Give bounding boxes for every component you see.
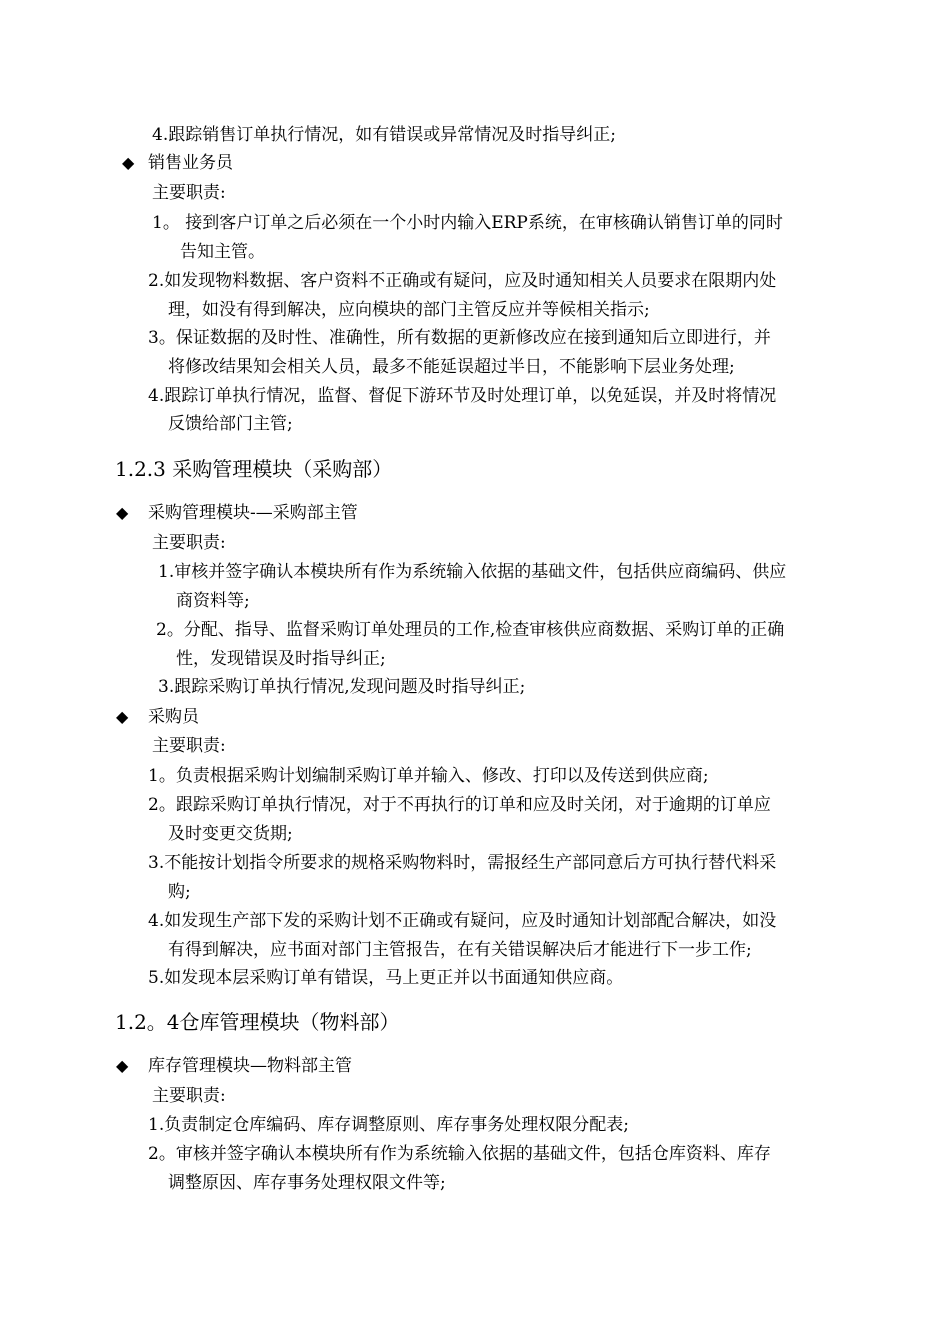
- purchasing-manager-title: 采购管理模块-—采购部主管: [148, 503, 358, 523]
- purchasing-manager-duty-3-line-1: 3.跟踪采购订单执行情况,发现问题及时指导纠正;: [158, 677, 526, 697]
- purchasing-manager-duty-1-line-1: 1.审核并签字确认本模块所有作为系统输入依据的基础文件，包括供应商编码、供应: [158, 562, 787, 582]
- sales-staff-duty-1-line-2: 告知主管。: [180, 242, 265, 262]
- buyer-title: 采购员: [148, 707, 199, 727]
- bullet-diamond-icon: ◆: [122, 153, 135, 172]
- buyer-duties-label: 主要职责:: [152, 736, 226, 756]
- sales-staff-duty-1-line-1: 1。 接到客户订单之后必须在一个小时内输入ERP系统，在审核确认销售订单的同时: [152, 213, 783, 233]
- inventory-manager-duty-2-line-1: 2。审核并签字确认本模块所有作为系统输入依据的基础文件，包括仓库资料、库存: [148, 1144, 771, 1164]
- inventory-manager-duties-label: 主要职责:: [152, 1086, 226, 1106]
- inventory-manager-title: 库存管理模块—物料部主管: [148, 1056, 352, 1076]
- purchasing-manager-duty-1-line-2: 商资料等;: [176, 591, 250, 611]
- sales-staff-duty-4-line-2: 反馈给部门主管;: [168, 414, 293, 434]
- buyer-duty-5-line-1: 5.如发现本层采购订单有错误，马上更正并以书面通知供应商。: [148, 968, 624, 988]
- bullet-diamond-icon: ◆: [116, 503, 129, 522]
- section-heading-1-2-3: 1.2.3 采购管理模块（采购部）: [115, 457, 393, 481]
- bullet-diamond-icon: ◆: [116, 1056, 129, 1075]
- buyer-duty-3-line-1: 3.不能按计划指令所要求的规格采购物料时，需报经生产部同意后方可执行替代料采: [148, 853, 777, 873]
- inventory-manager-duty-2-line-2: 调整原因、库存事务处理权限文件等;: [168, 1173, 446, 1193]
- section-heading-1-2-4: 1.2。4仓库管理模块（物料部）: [115, 1010, 400, 1034]
- sales-staff-duties-label: 主要职责:: [152, 183, 226, 203]
- buyer-duty-2-line-1: 2。跟踪采购订单执行情况，对于不再执行的订单和应及时关闭，对于逾期的订单应: [148, 795, 771, 815]
- sales-staff-duty-3-line-1: 3。保证数据的及时性、准确性，所有数据的更新修改应在接到通知后立即进行，并: [148, 328, 771, 348]
- purchasing-manager-duty-2-line-1: 2。分配、指导、监督采购订单处理员的工作,检查审核供应商数据、采购订单的正确: [156, 620, 785, 640]
- sales-staff-duty-3-line-2: 将修改结果知会相关人员，最多不能延误超过半日，不能影响下层业务处理;: [168, 357, 735, 377]
- sales-staff-duty-2-line-2: 理，如没有得到解决，应向模块的部门主管反应并等候相关指示;: [168, 300, 650, 320]
- buyer-duty-3-line-2: 购;: [168, 882, 191, 902]
- purchasing-manager-duty-2-line-2: 性，发现错误及时指导纠正;: [176, 649, 386, 669]
- inventory-manager-duty-1-line-1: 1.负责制定仓库编码、库存调整原则、库存事务处理权限分配表;: [148, 1115, 629, 1135]
- purchasing-manager-duties-label: 主要职责:: [152, 533, 226, 553]
- bullet-diamond-icon: ◆: [116, 707, 129, 726]
- sales-staff-title: 销售业务员: [148, 153, 233, 173]
- sales-staff-duty-2-line-1: 2.如发现物料数据、客户资料不正确或有疑问，应及时通知相关人员要求在限期内处: [148, 271, 777, 291]
- buyer-duty-4-line-1: 4.如发现生产部下发的采购计划不正确或有疑问，应及时通知计划部配合解决，如没: [148, 911, 777, 931]
- buyer-duty-4-line-2: 有得到解决，应书面对部门主管报告，在有关错误解决后才能进行下一步工作;: [168, 940, 752, 960]
- sales-staff-duty-4-line-1: 4.跟踪订单执行情况，监督、督促下游环节及时处理订单，以免延误，并及时将情况: [148, 386, 777, 406]
- sales-manager-duty-4: 4.跟踪销售订单执行情况，如有错误或异常情况及时指导纠正;: [152, 125, 616, 145]
- buyer-duty-2-line-2: 及时变更交货期;: [168, 824, 293, 844]
- buyer-duty-1-line-1: 1。负责根据采购计划编制采购订单并输入、修改、打印以及传送到供应商;: [148, 766, 709, 786]
